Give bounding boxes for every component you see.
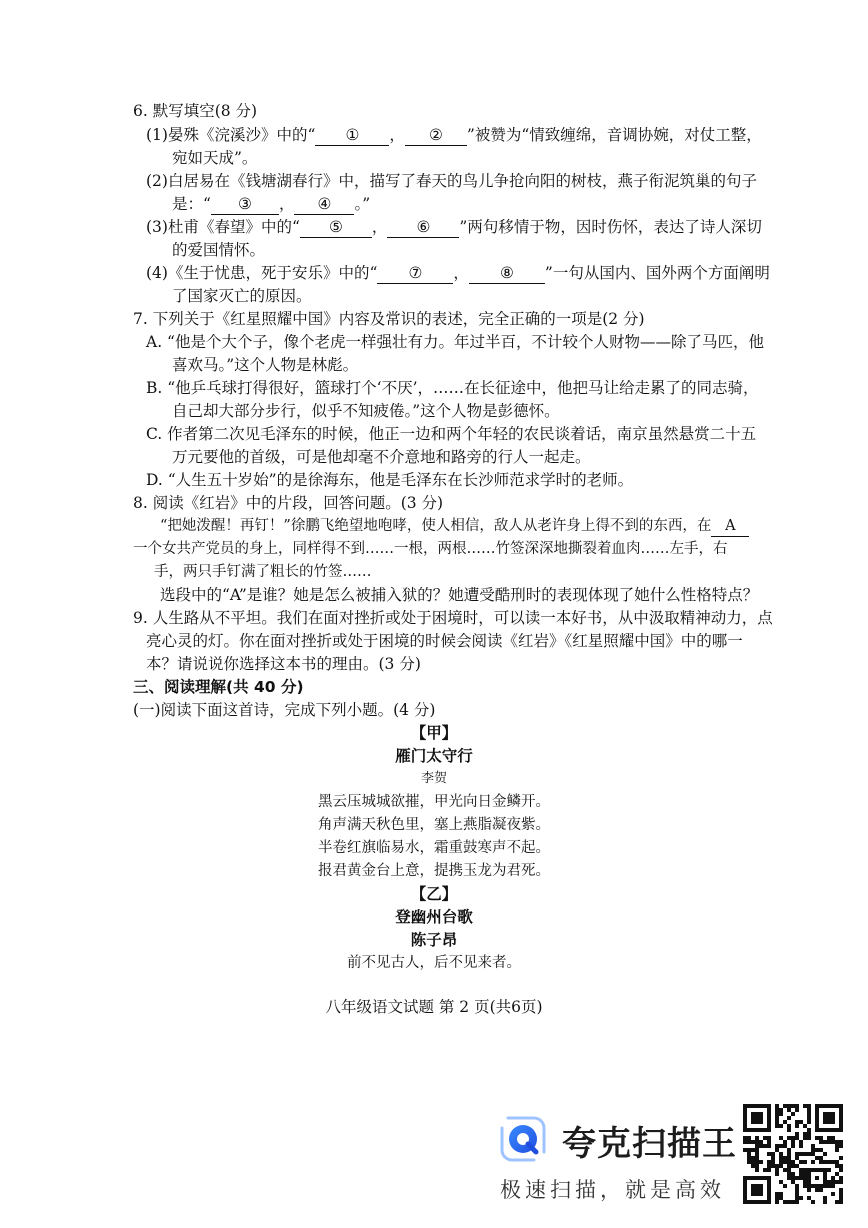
scanner-logo [498, 1112, 738, 1212]
section-title: 三、阅读理解(共 40 分) [133, 678, 304, 696]
blank-4[interactable]: ④ [294, 195, 354, 215]
q9-line1: 9. 人生路从不平坦。我们在面对挫折或处于困境时，可以读一本好书，从中汲取精神动力，点 [133, 609, 773, 627]
blank-2[interactable]: ② [405, 126, 467, 146]
q6-title: 6. 默写填空(8 分) [133, 102, 258, 120]
q8-passage-line1: “把她泼醒！再钉！”徐鹏飞绝望地咆哮，使人相信，敌人从老许身上得不到的东西，在 A [160, 515, 749, 537]
q6-item3: (3)杜甫《春望》中的“ ⑤ ， ⑥ ”两句移情于物，因时伤怀，表达了诗人深切 [146, 218, 762, 236]
poem1-line: 角声满天秋色里，塞上燕脂凝夜紫。 [318, 817, 550, 833]
blank-a[interactable]: A [711, 517, 749, 537]
q8-passage-line2: 一个女共产党员的身上，同样得不到……一根，两根……竹签深深地撕裂着血肉……左手，右 [133, 541, 728, 557]
poem1-title: 雁门太守行 [395, 747, 473, 765]
q6-item2: (2)白居易在《钱塘湖春行》中，描写了春天的鸟儿争抢向阳的树枝，燕子衔泥筑巢的句子 [146, 172, 757, 190]
q8-question: 选段中的“A”是谁？她是怎么被捕入狱的？她遭受酷刑时的表现体现了她什么性格特点？ [160, 586, 759, 604]
q7-title: 7. 下列关于《红星照耀中国》内容及常识的表述，完全正确的一项是(2 分) [133, 310, 645, 328]
q7-option-c-cont: 万元要他的首级，可是他却毫不介意地和路旁的行人一起走。 [172, 448, 591, 466]
q6-item1: (1)晏殊《浣溪沙》中的“ ① ， ② ”被赞为“情致缠绵，音调协婉，对仗工整， [146, 126, 762, 144]
poem1-author: 李贺 [420, 771, 447, 786]
q9-line3: 本？请说说你选择这本书的理由。(3 分) [146, 655, 421, 673]
q6-item2-cont: 是：“ ③ ， ④ 。” [172, 195, 371, 213]
q9-line2: 亮心灵的灯。你在面对挫折或处于困境的时候会阅读《红岩》《红星照耀中国》中的哪一 [146, 632, 743, 650]
brand-slogan: 极速扫描，就是高效 [500, 1178, 725, 1202]
section-subtitle: (一)阅读下面这首诗，完成下列小题。(4 分) [133, 701, 436, 719]
poem2-tag: 【乙】 [410, 885, 458, 903]
blank-5[interactable]: ⑤ [300, 218, 372, 238]
q7-option-c: C. 作者第二次见毛泽东的时候，他正一边和两个年轻的农民谈着话，南京虽然悬赏二十五 [146, 425, 757, 443]
brand-name: 夸克扫描王 [562, 1124, 737, 1164]
poem1-line: 报君黄金台上意，提携玉龙为君死。 [318, 863, 550, 879]
q6-item4: (4)《生于忧患，死于安乐》中的“ ⑦ ， ⑧ ”一句从国内、国外两个方面阐明 [146, 264, 770, 282]
q7-option-a: A. “他是个大个子，像个老虎一样强壮有力。年过半百，不计较个人财物——除了马匹，他 [146, 333, 764, 351]
poem2-line: 前不见古人，后不见来者。 [347, 955, 521, 971]
poem1-line: 黑云压城城欲摧，甲光向日金鳞开。 [318, 794, 550, 810]
q8-title: 8. 阅读《红岩》中的片段，回答问题。(3 分) [133, 494, 444, 512]
blank-6[interactable]: ⑥ [387, 218, 459, 238]
blank-3[interactable]: ③ [211, 195, 279, 215]
q7-option-d: D. “人生五十岁始”的是徐海东，他是毛泽东在长沙师范求学时的老师。 [146, 471, 634, 489]
poem1-tag: 【甲】 [410, 724, 458, 742]
poem2-author: 陈子昂 [410, 931, 458, 949]
q6-item1-cont: 宛如天成”。 [172, 149, 258, 167]
q7-option-a-cont: 喜欢马。”这个人物是林彪。 [172, 356, 359, 374]
q8-passage-line3: 手，两只手钉满了粗长的竹签…… [154, 564, 372, 580]
q7-option-b: B. “他乒乓球打得很好，篮球打个‘不厌’，……在长征途中，他把马让给走累了的同志骑， [146, 379, 759, 397]
poem2-title: 登幽州台歌 [395, 908, 473, 926]
qr-code-icon [743, 1104, 843, 1204]
page-footer: 八年级语文试题 第 2 页(共6页) [325, 998, 543, 1016]
q6-item3-cont: 的爱国情怀。 [172, 241, 266, 259]
q6-item4-cont: 了国家灭亡的原因。 [172, 287, 312, 305]
quark-logo-icon [498, 1114, 548, 1164]
blank-7[interactable]: ⑦ [377, 264, 453, 284]
blank-1[interactable]: ① [315, 126, 389, 146]
blank-8[interactable]: ⑧ [469, 264, 545, 284]
q7-option-b-cont: 自己却大部分步行，似乎不知疲倦。”这个人物是彭德怀。 [172, 402, 560, 420]
poem1-line: 半卷红旗临易水，霜重鼓寒声不起。 [318, 840, 550, 856]
